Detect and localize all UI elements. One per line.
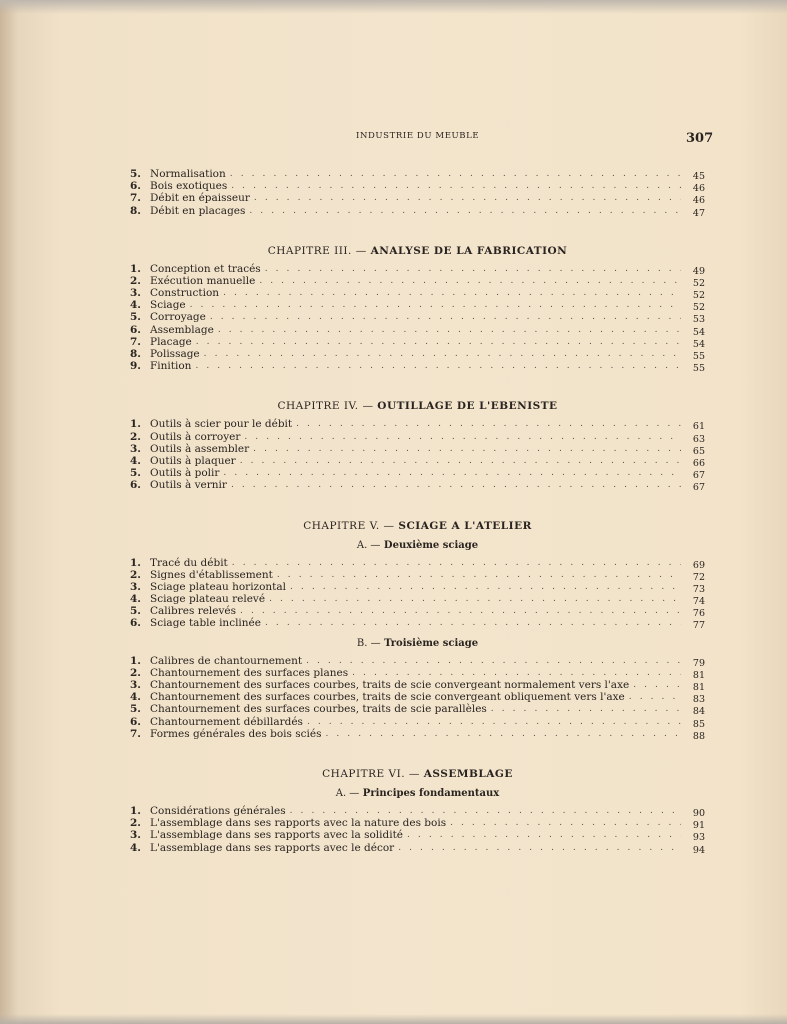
toc-entry: 6. Chantournement débillardés . . . 85	[130, 716, 705, 728]
toc-entry: 1. Tracé du débit . . . 69	[130, 557, 705, 569]
toc-entry: 5. Normalisation . . . 45	[130, 168, 705, 180]
toc-entry: 1. Considérations générales . . . 90	[130, 805, 705, 817]
toc-entry: 3. Outils à assembler . . . 65	[130, 443, 705, 455]
chapter-heading-v: CHAPITRE V. — SCIAGE A L'ATELIER	[303, 519, 532, 532]
running-head: INDUSTRIE DU MEUBLE	[356, 131, 480, 141]
toc-entry: 5. Chantournement des surfaces courbes, traits de scie parallèles . . . 84	[130, 703, 705, 715]
toc-entry: 4. Sciage plateau relevé . . . 74	[130, 593, 705, 605]
toc-entry: 7. Débit en épaisseur . . . 46	[130, 192, 705, 204]
toc-entry: 5. Corroyage . . . 53	[130, 312, 705, 324]
toc-list-chapter-v-b	[130, 655, 705, 740]
toc-entry: 7. Formes générales des bois sciés . . . 88	[130, 728, 705, 740]
chapter-heading-iv: CHAPITRE IV. — OUTILLAGE DE L'EBENISTE	[277, 400, 558, 413]
toc-entry: 5. Calibres relevés . . . 76	[130, 605, 705, 617]
chapter-heading-vi: CHAPITRE VI. — ASSEMBLAGE	[322, 768, 513, 780]
toc-entry: 7. Placage . . . 54	[130, 336, 705, 348]
table-of-contents	[130, 168, 705, 854]
page-number: 307	[686, 131, 714, 146]
toc-list-chapter-vi-a	[130, 805, 705, 854]
toc-entry: 2. L'assemblage dans ses rapports avec la nature des bois . . . 91	[130, 817, 705, 829]
chapter-heading-iii: CHAPITRE III. — ANALYSE DE LA FABRICATION	[267, 244, 568, 257]
toc-entry: 3. L'assemblage dans ses rapports avec la solidité . . . 93	[130, 829, 705, 841]
toc-entry: 8. Débit en placages . . . 47	[130, 205, 705, 217]
toc-entry: 1. Outils à scier pour le débit . . . 61	[130, 418, 705, 430]
section-heading-a: A. — Principes fondamentaux	[335, 788, 500, 799]
toc-entry: 9. Finition . . . 55	[130, 360, 705, 372]
toc-entry: 2. Signes d'établissement . . . 72	[130, 569, 705, 581]
toc-entry: 1. Conception et tracés . . . 49	[130, 263, 705, 275]
toc-entry: 4. Sciage . . . 52	[130, 299, 705, 311]
toc-entry: 3. Construction . . . 52	[130, 287, 705, 299]
toc-list-chapter-iv	[130, 418, 705, 494]
toc-entry: 8. Polissage . . . 55	[130, 348, 705, 360]
toc-entry: 2. Outils à corroyer . . . 63	[130, 431, 705, 443]
toc-entry: 6. Bois exotiques . . . 46	[130, 180, 705, 192]
toc-entry: 6. Assemblage . . . 54	[130, 324, 705, 336]
toc-entry: 6. Sciage table inclinée . . . 77	[130, 618, 705, 630]
section-heading-b: B. — Troisième sciage	[356, 637, 479, 649]
toc-entry: 5. Outils à polir . . . 67	[130, 467, 705, 479]
toc-entry: 1. Calibres de chantournement . . . 79	[130, 655, 705, 667]
toc-entry: 4. Chantournement des surfaces courbes, traits de scie convergeant obliquement vers l'axe . . . 83	[130, 691, 705, 703]
toc-entry: 2. Chantournement des surfaces planes . . . 81	[130, 667, 705, 679]
toc-entry: 2. Exécution manuelle . . . 52	[130, 275, 705, 287]
toc-entry: 4. Outils à plaquer . . . 66	[130, 455, 705, 467]
toc-entry: 3. Chantournement des surfaces courbes, traits de scie convergeant normalement vers l'axe . . . 81	[130, 679, 705, 691]
toc-list-chapter-v-a	[130, 557, 705, 630]
toc-entry: 3. Sciage plateau horizontal . . . 73	[130, 581, 705, 593]
toc-list-continued	[130, 168, 705, 217]
toc-entry: 6. Outils à vernir . . . 67	[130, 479, 705, 491]
toc-list-chapter-iii	[130, 263, 705, 373]
section-heading-a: A. — Deuxième sciage	[356, 539, 479, 551]
toc-entry: 4. L'assemblage dans ses rapports avec le décor . . . 94	[130, 842, 705, 854]
